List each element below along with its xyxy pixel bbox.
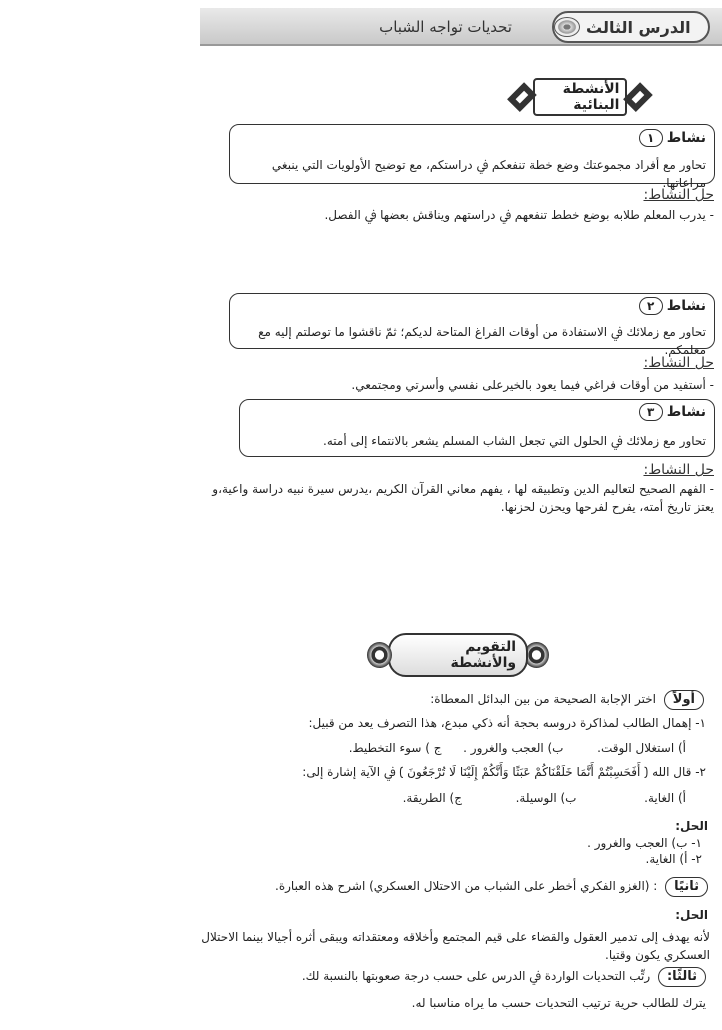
- activity-badge: [639, 129, 706, 147]
- activity-label: نشاط: [666, 130, 706, 146]
- question-2: [275, 877, 708, 897]
- activity-label: نشاط: [666, 298, 706, 314]
- activity-box-1: [229, 124, 715, 190]
- section-title-activities: [513, 80, 647, 114]
- activity-number: ٣: [639, 403, 663, 421]
- question-badge: ثانيًا: [665, 877, 708, 897]
- answer: ١- ب) العجب والغرور .: [587, 836, 702, 850]
- activity-box-3: [239, 399, 715, 457]
- solution-text: - أستفيد من أوقات فراغي فيما يعود بالخيرعلى نفسي وأسرتي ومجتمعي.: [351, 378, 714, 392]
- ornament-icon: [554, 17, 580, 37]
- question-badge: ثالثًا:: [658, 967, 706, 987]
- solution-heading: حل النشاط:: [643, 355, 714, 371]
- activity-text: تحاور مع زملائك ﰲ الاستفادة من أوقات الفراغ المتاحة لديكم؛ ثمّ ناقشوا ما توصلتم إليه مع معلمكم.: [258, 325, 706, 357]
- solution-text: يعتز تاريخ أمته، يفرح لفرحها ويحزن لحزنها.: [500, 500, 714, 514]
- question-item: ١- إهمال الطالب لمذاكرة دروسه بحجة أنه ذكي مبدع، هذا التصرف يعد من قبيل:: [308, 716, 706, 730]
- question-1: [430, 690, 704, 710]
- solution-text: - يدرب المعلم طلابه بوضع خطط تنفعهم ﰲ دراستهم ويناقش بعضها ﰲ الفصل.: [324, 208, 714, 222]
- question-item: ٢- قال الله ﴿ أَفَحَسِبْتُمْ أَنَّمَا خَلَقْنَاكُمْ عَبَثًا وَأَنَّكُمْ إِلَيْنَا لَا تُرْجَعُونَ ﴾ ﰲ الآية إشارة إلى:: [302, 765, 706, 779]
- options-row: [403, 789, 686, 807]
- activity-box-2: [229, 293, 715, 357]
- ornament-left-icon: [624, 82, 653, 111]
- answer: يترك للطالب حرية ترتيب التحديات حسب ما يراه مناسبا له.: [411, 996, 706, 1010]
- options-row: [349, 739, 686, 757]
- lesson-label: الدرس الثالث: [586, 17, 691, 37]
- lesson-subtitle: تحديات تواجه الشباب: [379, 18, 512, 36]
- answer: العسكري يكون وقتيا.: [605, 948, 710, 962]
- solution-heading: الحل:: [675, 819, 708, 833]
- activity-badge: [639, 403, 706, 421]
- question-prompt: : (الغزو الفكري أخطر على الشباب من الاحتلال العسكري) اشرح هذه العبارة.: [275, 879, 658, 893]
- solution-heading: الحل:: [675, 908, 708, 922]
- answer: ٢- أ) الغاية.: [645, 852, 702, 866]
- question-badge: أولاً: [664, 690, 704, 710]
- question-3: [302, 967, 706, 987]
- solution-text: - الفهم الصحيح لتعاليم الدين وتطبيقه لها ، يفهم معاني القرآن الكريم ،يدرس سيرة نبيه دراسة واعية،و: [212, 482, 714, 496]
- activity-number: ١: [639, 129, 663, 147]
- question-prompt: اختر الإجابة الصحيحة من بين البدائل المعطاة:: [430, 692, 656, 706]
- page-header: [200, 8, 722, 46]
- option: ج) الطريقة.: [402, 791, 462, 805]
- option: ج ) سوء التخطيط.: [348, 741, 442, 755]
- option: أ) استغلال الوقت.: [597, 741, 686, 755]
- ornament-right-icon: [367, 642, 392, 668]
- section-title-label: التقويم والأنشطة: [388, 633, 528, 677]
- option: ب) الوسيلة.: [515, 791, 577, 805]
- option: أ) الغاية.: [644, 791, 686, 805]
- activity-label: نشاط: [666, 404, 706, 420]
- solution-heading: حل النشاط:: [643, 187, 714, 203]
- solution-heading: حل النشاط:: [643, 462, 714, 478]
- section-title-label: الأنشطة البنائية: [533, 78, 628, 116]
- activity-text: تحاور مع زملائك ﰲ الحلول التي تجعل الشاب المسلم يشعر بالانتماء إلى أمته.: [323, 434, 706, 448]
- question-prompt: رتِّب التحديات الواردة ﰲ الدرس على حسب درجة صعوبتها بالنسبة لك.: [301, 969, 651, 983]
- activity-text: تحاور مع أفراد مجموعتك وضع خطة تنفعكم ﰲ دراستكم، مع توضيح الأولويات التي ينبغي مراعاتها.: [271, 158, 706, 190]
- option: ب) العجب والغرور .: [463, 741, 564, 755]
- section-title-evaluation: [367, 638, 549, 672]
- answer: لأنه يهدف إلى تدمير العقول والقضاء على قيم المجتمع وأخلاقه ومعتقداته ويبقى أثره أجيالا بينما الاحتلال: [201, 930, 710, 944]
- activity-badge: [639, 297, 706, 315]
- activity-number: ٢: [639, 297, 663, 315]
- lesson-badge: [552, 11, 710, 43]
